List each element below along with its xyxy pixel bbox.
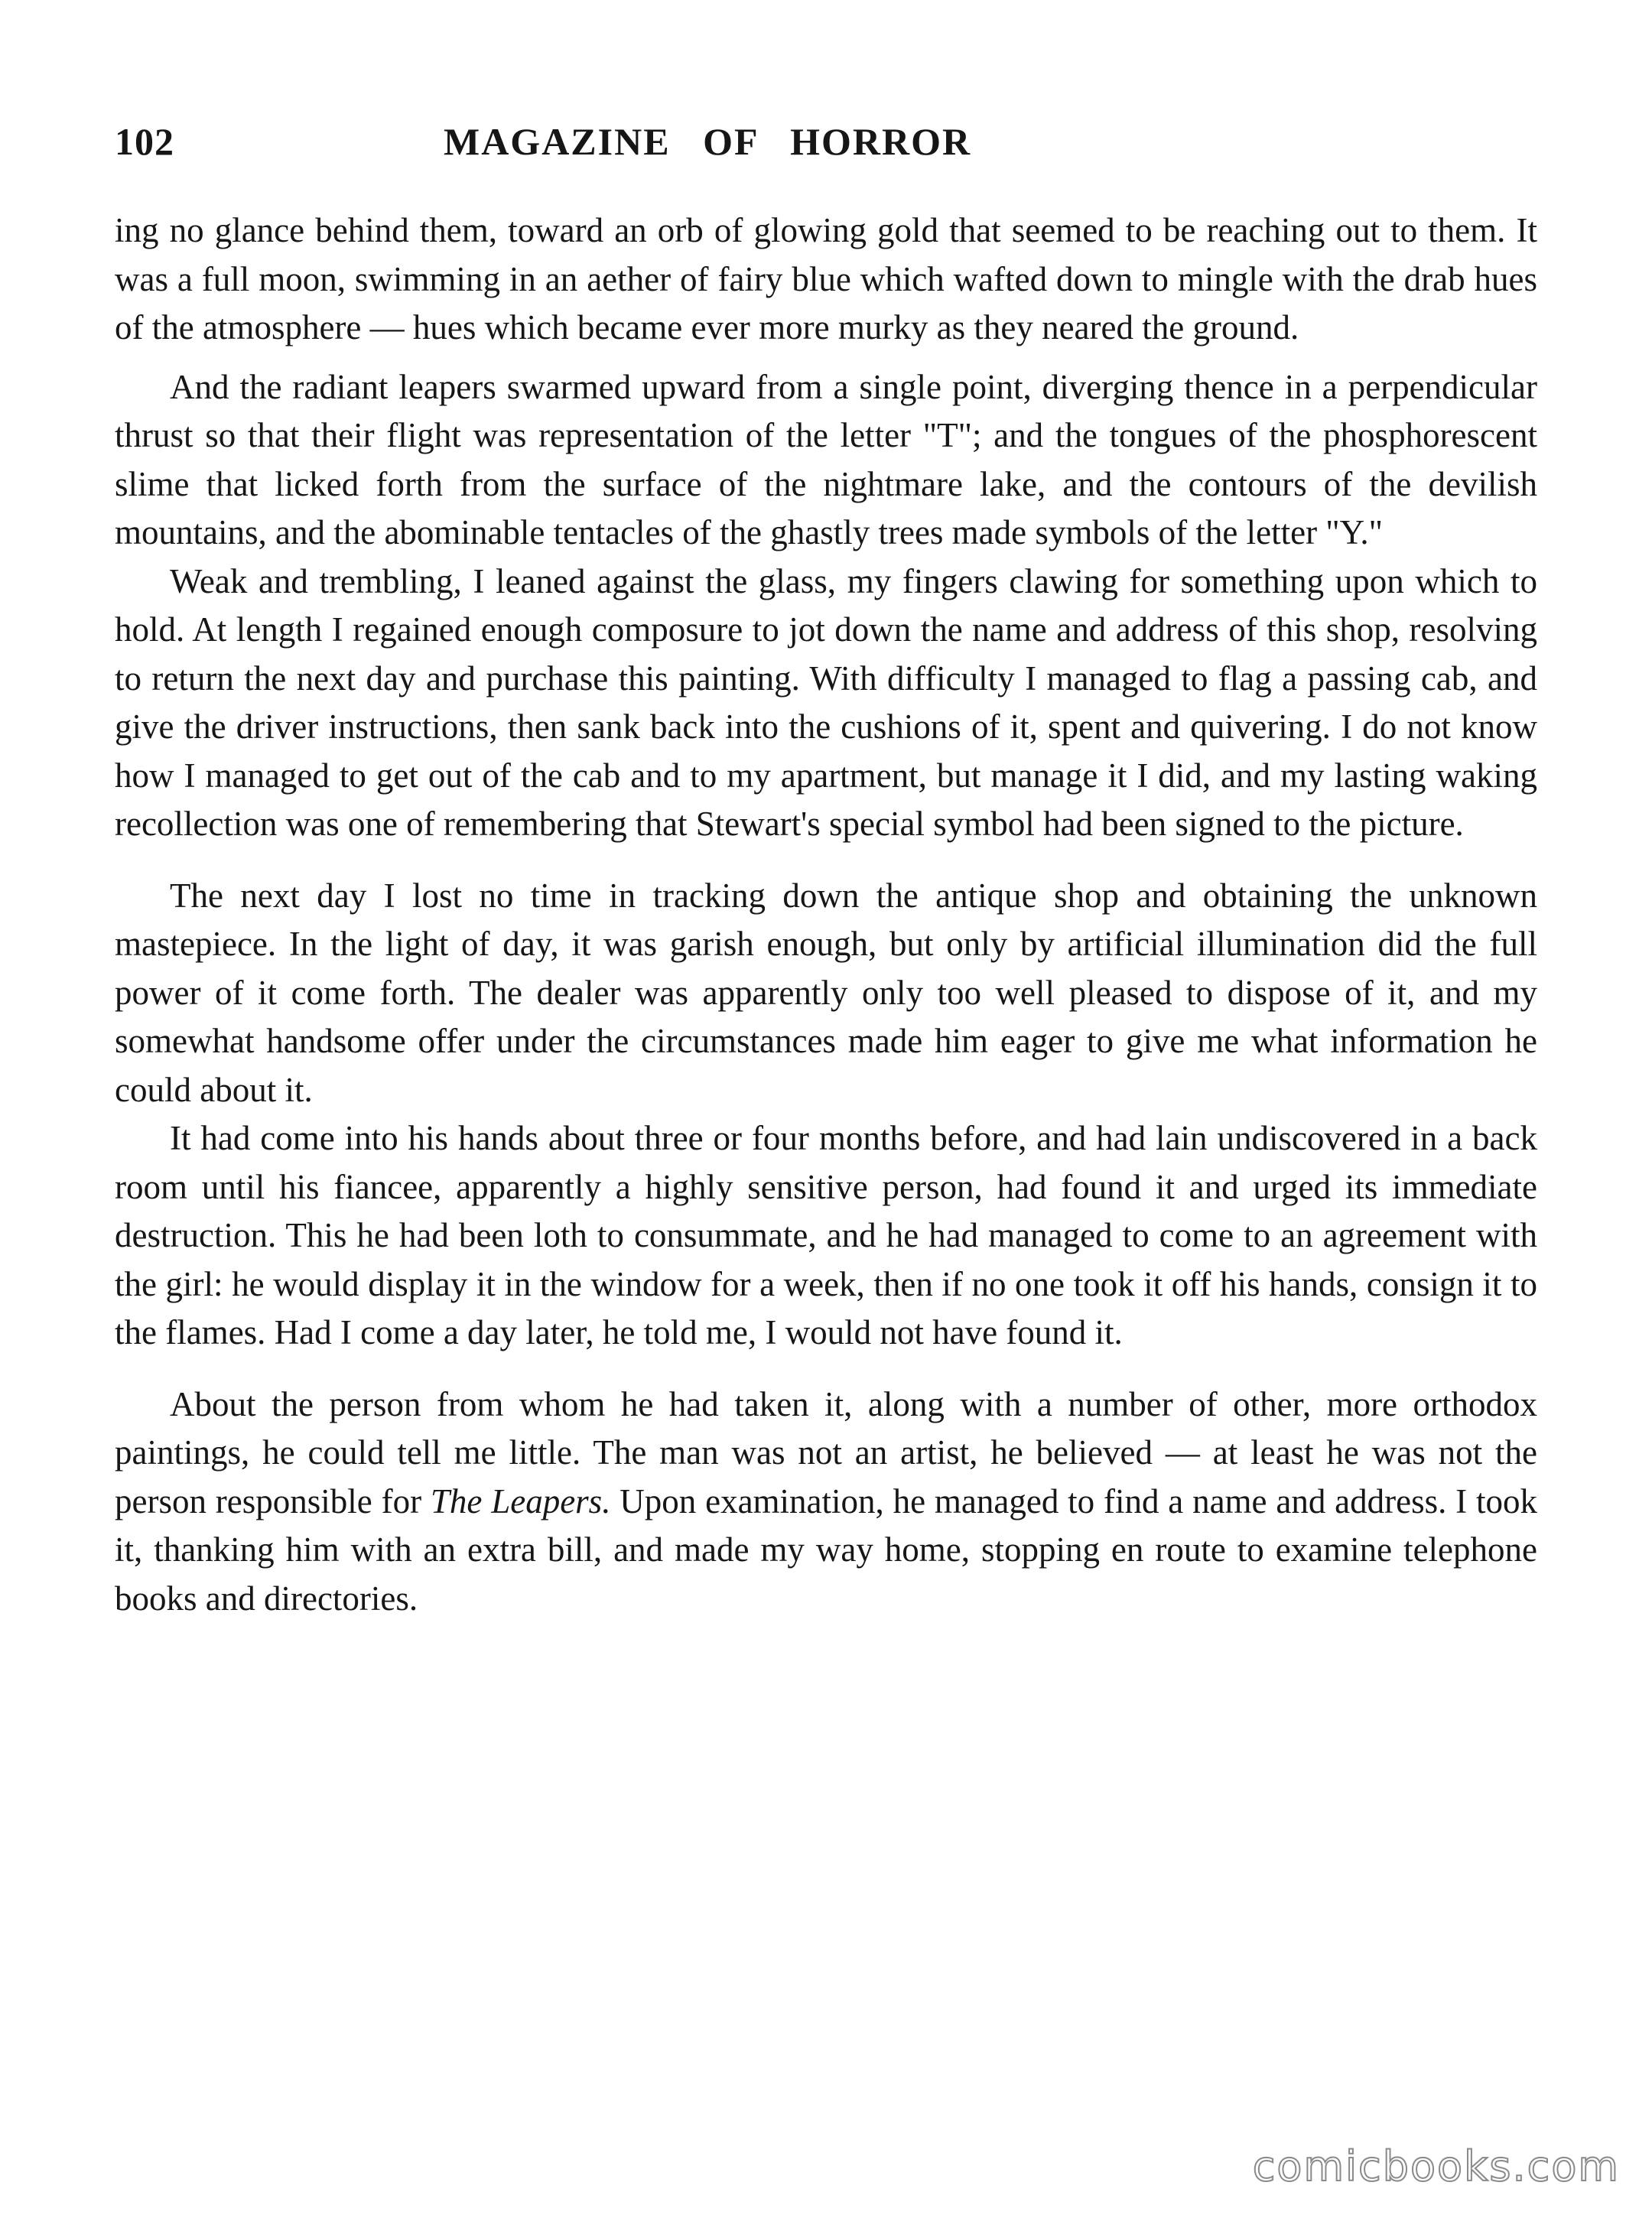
paragraph-6-text-after: Upon examination, he managed to find a name and address. I took it, thanking him with an extra bill, and made my way home, stopping en route to examine telephone books and directories. xyxy=(115,1481,1537,1618)
page-number: 102 xyxy=(115,120,174,163)
paragraph-1: ing no glance behind them, toward an orb of glowing gold that seemed to be reaching out to them. It was a full moon, swimming in an aether of fairy blue which wafted down to mingle with the drab hues of the atmosphere — hues which became ever more murky as they neared the ground. xyxy=(115,211,1537,346)
page-header xyxy=(115,115,1537,168)
paragraph-6 xyxy=(115,1381,1537,1624)
body-text xyxy=(115,207,1537,1623)
paragraph-3: Weak and trembling, I leaned against the glass, my fingers clawing for something upon which to hold. At length I regained enough composure to jot down the name and address of this shop, resolving to return the next day and purchase this painting. With difficulty I managed to flag a passing cab, and give the driver instructions, then sank back into the cushions of it, spent and quivering. I do not know how I managed to get out of the cab and to my apartment, but manage it I did, and my lasting waking recollection was one of remembering that Stewart's special symbol had been signed to the picture. xyxy=(115,561,1537,843)
running-head-title: MAGAZINE OF HORROR xyxy=(444,120,972,163)
site-watermark: comicbooks.com xyxy=(1252,2142,1620,2190)
book-page xyxy=(115,115,1537,2180)
paragraph-2: And the radiant leapers swarmed upward from a single point, diverging thence in a perpendicular thrust so that their flight was representation of the letter "T"; and the tongues of the phosphorescent slime that licked forth from the surface of the nightmare lake, and the contours of the devilish mountains, and the abominable tentacles of the ghastly trees made symbols of the letter "Y." xyxy=(115,367,1537,551)
paragraph-5: It had come into his hands about three or four months before, and had lain undiscovered in a back room until his fiancee, apparently a highly sensitive person, had found it and urged its immediate destruction. This he had been loth to consummate, and he had managed to come to an agreement with the girl: he would display it in the window for a week, then if no one took it off his hands, consign it to the flames. Had I come a day later, he told me, I would not have found it. xyxy=(115,1119,1537,1351)
paragraph-4: The next day I lost no time in tracking down the antique shop and obtaining the unknown mastepiece. In the light of day, it was garish enough, but only by artificial illumination did the full power of it come forth. The dealer was apparently only too well pleased to dispose of it, and my somewhat handsome offer under the circumstances made him eager to give me what information he could about it. xyxy=(115,876,1537,1109)
painting-title: The Leapers. xyxy=(430,1481,611,1520)
paragraph-6-text-before: About the person from whom he had taken it, along with a number of other, more orthodox paintings, he could tell me little. The man was not an artist, he believed — at least he was not the person responsible for xyxy=(115,1384,1537,1520)
